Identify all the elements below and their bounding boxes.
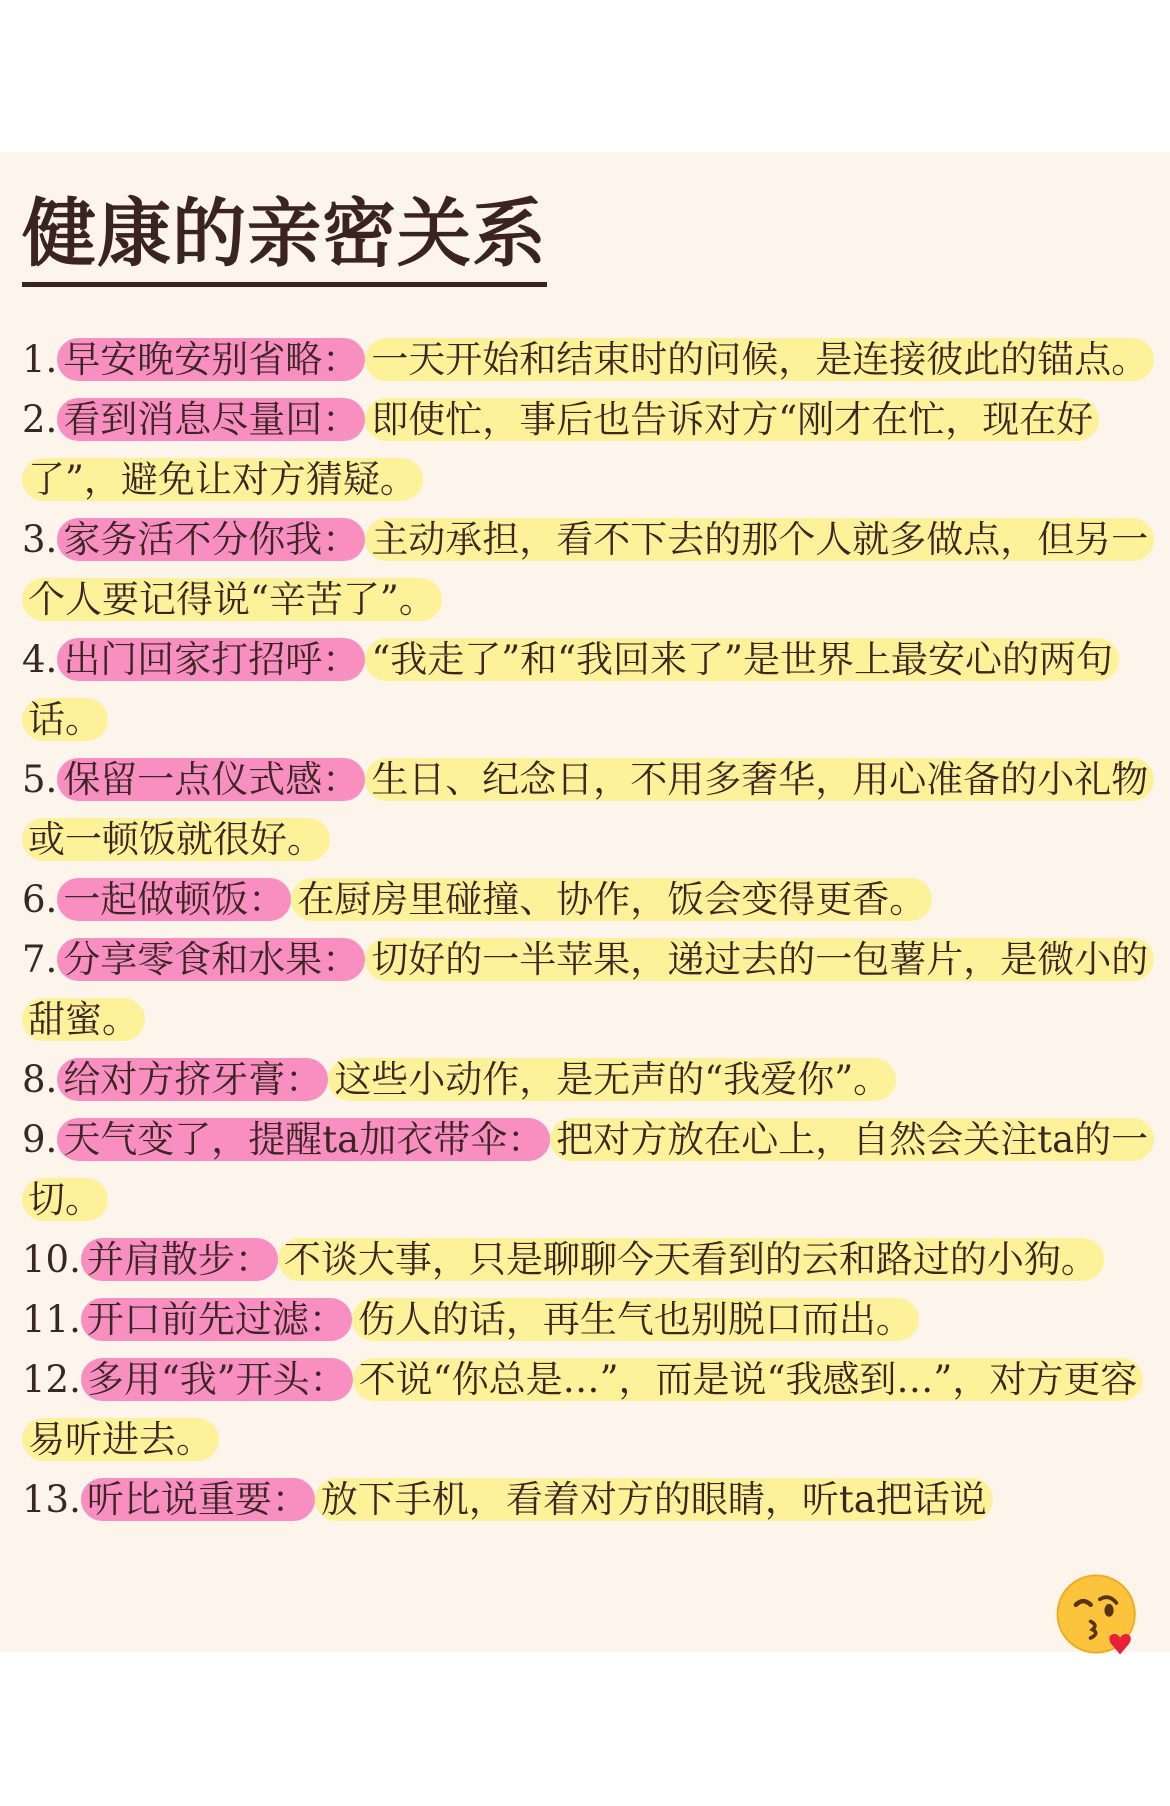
item-number: 10. bbox=[22, 1238, 81, 1281]
item-number: 13. bbox=[22, 1478, 81, 1521]
kissing-face-with-heart-icon bbox=[1052, 1568, 1144, 1660]
item-key: 一起做顿饭： bbox=[57, 878, 291, 921]
item-key: 天气变了，提醒ta加衣带伞： bbox=[57, 1118, 550, 1161]
list-item bbox=[22, 750, 1160, 870]
item-key: 出门回家打招呼： bbox=[57, 638, 365, 681]
item-number: 1. bbox=[22, 338, 58, 381]
item-number: 12. bbox=[22, 1358, 81, 1401]
list-item bbox=[22, 870, 1160, 930]
item-number: 6. bbox=[22, 878, 58, 921]
item-number: 9. bbox=[22, 1118, 58, 1161]
item-key: 家务活不分你我： bbox=[57, 518, 365, 561]
item-desc: 不谈大事，只是聊聊今天看到的云和路过的小狗。 bbox=[278, 1238, 1104, 1281]
item-key: 给对方挤牙膏： bbox=[57, 1058, 328, 1101]
item-key: 看到消息尽量回： bbox=[57, 398, 365, 441]
item-desc: “我走了”和“我回来了”是世界上最安心的两句话。 bbox=[22, 638, 1119, 741]
item-number: 11. bbox=[22, 1298, 81, 1341]
list-item bbox=[22, 330, 1160, 390]
item-desc: 这些小动作，是无声的“我爱你”。 bbox=[328, 1058, 896, 1101]
item-key: 多用“我”开头： bbox=[81, 1358, 353, 1401]
item-number: 5. bbox=[22, 758, 58, 801]
list-item bbox=[22, 930, 1160, 1050]
item-number: 3. bbox=[22, 518, 58, 561]
note-card bbox=[0, 152, 1170, 1652]
list-item bbox=[22, 1470, 1160, 1530]
item-key: 听比说重要： bbox=[81, 1478, 315, 1521]
list-item bbox=[22, 1350, 1160, 1470]
item-desc: 在厨房里碰撞、协作，饭会变得更香。 bbox=[291, 878, 932, 921]
list-item bbox=[22, 1050, 1160, 1110]
item-number: 8. bbox=[22, 1058, 58, 1101]
list-item bbox=[22, 1230, 1160, 1290]
item-number: 4. bbox=[22, 638, 58, 681]
item-key: 早安晚安别省略： bbox=[57, 338, 365, 381]
list-item bbox=[22, 510, 1160, 630]
tips-list bbox=[22, 330, 1160, 1530]
page-title: 健康的亲密关系 bbox=[22, 186, 547, 287]
list-item bbox=[22, 630, 1160, 750]
item-key: 并肩散步： bbox=[81, 1238, 278, 1281]
item-key: 分享零食和水果： bbox=[57, 938, 365, 981]
item-desc: 伤人的话，再生气也别脱口而出。 bbox=[352, 1298, 919, 1341]
list-item bbox=[22, 1110, 1160, 1230]
item-key: 开口前先过滤： bbox=[81, 1298, 352, 1341]
item-desc: 主动承担，看不下去的那个人就多做点，但另一个人要记得说“辛苦了”。 bbox=[22, 518, 1154, 621]
item-number: 7. bbox=[22, 938, 58, 981]
item-desc: 不说“你总是…”，而是说“我感到…”，对方更容易听进去。 bbox=[22, 1358, 1143, 1461]
item-desc: 一天开始和结束时的问候，是连接彼此的锚点。 bbox=[365, 338, 1154, 381]
item-desc: 把对方放在心上，自然会关注ta的一切。 bbox=[22, 1118, 1154, 1221]
item-desc: 即使忙，事后也告诉对方“刚才在忙，现在好了”，避免让对方猜疑。 bbox=[22, 398, 1099, 501]
list-item bbox=[22, 1290, 1160, 1350]
item-desc: 生日、纪念日，不用多奢华，用心准备的小礼物或一顿饭就很好。 bbox=[22, 758, 1154, 861]
list-item bbox=[22, 390, 1160, 510]
item-desc: 切好的一半苹果，递过去的一包薯片，是微小的甜蜜。 bbox=[22, 938, 1154, 1041]
item-desc: 放下手机，看着对方的眼睛，听ta把话说 bbox=[315, 1478, 993, 1521]
item-number: 2. bbox=[22, 398, 58, 441]
item-key: 保留一点仪式感： bbox=[57, 758, 365, 801]
